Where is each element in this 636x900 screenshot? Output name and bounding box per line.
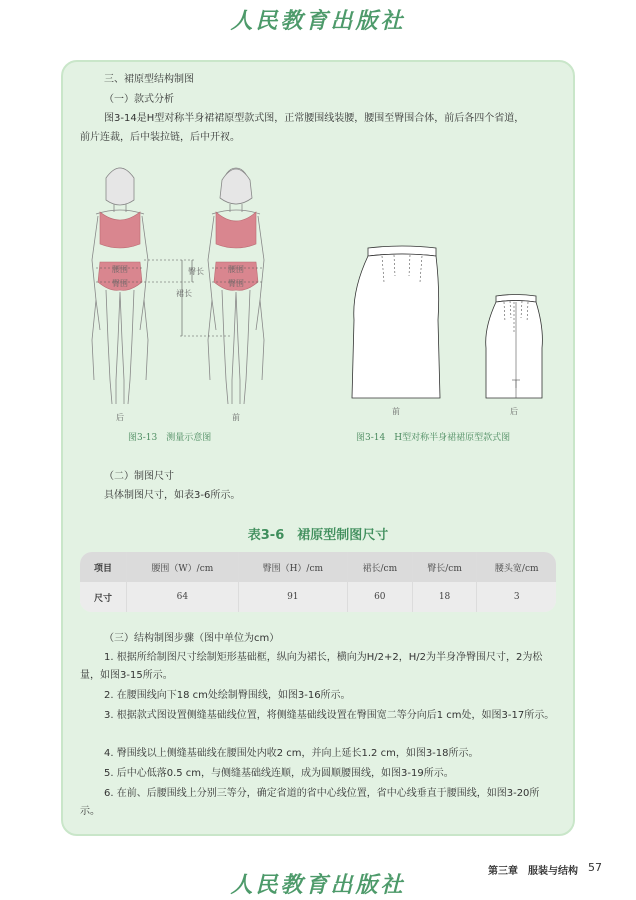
label-hip-a: 臀围 <box>112 279 128 288</box>
step-2: 2. 在腰围线向下18 cm处绘制臀围线，如图3-16所示。 <box>104 690 351 701</box>
table-cell: 60 <box>348 582 413 612</box>
step-3: 3. 根据款式图设置侧缝基础线位置，将侧缝基础线设置在臀围宽二等分向后1 cm处，如图3-17所示。 <box>104 710 555 721</box>
table-header-cell: 裙长/cm <box>348 552 413 582</box>
size-table <box>80 552 556 612</box>
figure-3-14-caption: 图3-14 H型对称半身裙裙原型款式图 <box>356 433 511 443</box>
paragraph-drafting-size: 具体制图尺寸，如表3-6所示。 <box>104 490 241 501</box>
paragraph-style-analysis-line2: 前片连裁，后中装拉链，后中开衩。 <box>80 132 240 143</box>
publisher-logo-top: 人民教育出版社 <box>230 8 406 34</box>
label-hip-length: 臀长 <box>188 267 204 276</box>
table-header-cell: 臀长/cm <box>413 552 478 582</box>
publisher-logo-bottom: 人民教育出版社 <box>230 872 406 898</box>
paragraph-style-analysis-line1: 图3-14是H型对称半身裙裙原型款式图，正常腰围线装腰，腰围至臀围合体，前后各四个省道， <box>104 113 525 124</box>
label-waist: 腰围 <box>112 265 128 274</box>
label-skirt-front: 前 <box>392 407 400 416</box>
subsection-1-title: （一）款式分析 <box>104 94 174 105</box>
page-number: 57 <box>588 861 602 874</box>
subsection-3-title: （三）结构制图步骤（图中单位为cm） <box>104 633 280 644</box>
subsection-2-title: （二）制图尺寸 <box>104 471 174 482</box>
table-row <box>80 582 556 612</box>
label-skirt-length: 裙长 <box>176 289 192 298</box>
table-cell: 91 <box>239 582 348 612</box>
label-skirt-back: 后 <box>510 407 518 416</box>
table-header-cell: 腰围（W）/cm <box>127 552 239 582</box>
step-5: 5. 后中心低落0.5 cm，与侧缝基础线连顺，成为圆顺腰围线，如图3-19所示。 <box>104 768 454 779</box>
label-waist-b: 腰围 <box>228 265 244 274</box>
section-title: 三、裙原型结构制图 <box>104 74 194 85</box>
figure-3-13-caption: 图3-13 测量示意图 <box>128 433 212 443</box>
table-cell: 尺寸 <box>80 582 127 612</box>
table-cell: 64 <box>127 582 239 612</box>
table-cell: 18 <box>413 582 478 612</box>
table-cell: 3 <box>477 582 556 612</box>
label-hip-b: 臀围 <box>228 279 244 288</box>
table-header-cell: 臀围（H）/cm <box>239 552 348 582</box>
table-header-row <box>80 552 556 582</box>
table-header-cell: 项目 <box>80 552 127 582</box>
label-figure-b: 前 <box>232 413 240 422</box>
label-figure-a: 后 <box>116 413 124 422</box>
step-4: 4. 臀围线以上侧缝基础线在腰围处内收2 cm，并向上延长1.2 cm，如图3-18所示。 <box>104 748 479 759</box>
table-header-cell: 腰头宽/cm <box>477 552 556 582</box>
step-1: 1. 根据所给制图尺寸绘制矩形基础框，纵向为裙长，横向为H/2+2，H/2为半身净臀围尺寸，2为松量，如图3-15所示。 <box>80 652 543 681</box>
footer-chapter: 第三章 服装与结构 <box>488 866 578 877</box>
table-title: 表3-6 裙原型制图尺寸 <box>247 528 389 543</box>
step-6: 6. 在前、后腰围线上分别三等分，确定省道的省中心线位置，省中心线垂直于腰围线，如图3-20所示。 <box>80 788 540 817</box>
